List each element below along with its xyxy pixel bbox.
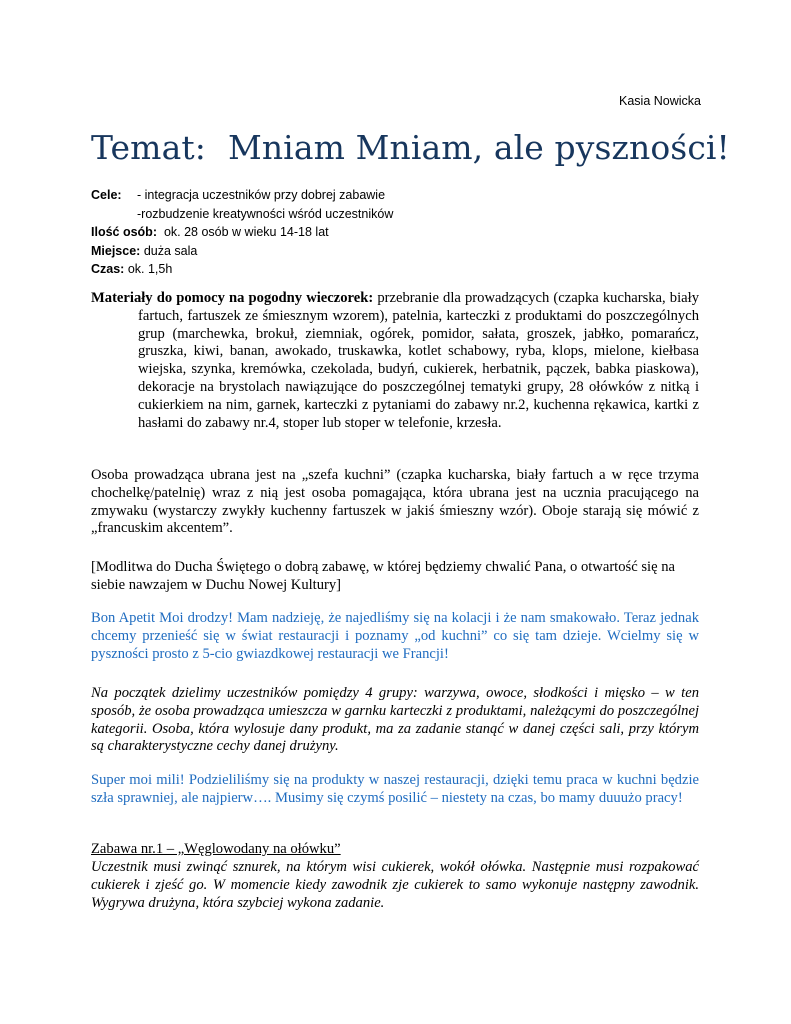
time-label: Czas: (91, 262, 125, 277)
time-value: ok. 1,5h (127, 262, 173, 277)
game-1-description: Uczestnik musi zwinąć sznurek, na którym wisi cukierek, wokół ołówka. Następnie musi rozpakować cukierek i zjeść go. W momencie kiedy zawodnik zje cukierek to samo wykonuje następny zawodnik. Wygrywa drużyna, która szybciej wykona zadanie. (91, 859, 699, 911)
materials-heading: Materiały do pomocy na pogodny wieczorek: (91, 290, 374, 306)
host-speech-2: Super moi mili! Podzieliliśmy się na produkty w naszej restauracji, dzięki temu praca w kuchni będzie szła sprawniej, ale najpierw…. Musimy się czymś posilić – niestety na czas, bo mamy duuużo pracy! (91, 772, 699, 806)
count-label: Ilość osób: (91, 225, 157, 240)
author-name: Kasia Nowicka (619, 94, 701, 108)
place-row (91, 242, 711, 261)
goals-row (91, 186, 711, 205)
goal-item: -rozbudzenie kreatywności wśród uczestników (137, 206, 394, 221)
host-speech-1: Bon Apetit Moi drodzy! Mam nadzieję, że najedliśmy się na kolacji i że nam smakowało. Teraz jednak chcemy przenieść się w świat restauracji i poznamy „od kuchni” co się tam dzieje. Wcielmy się w pyszności prosto z 5-cio gwiazdkowej restauracji we Francji! (91, 610, 699, 662)
count-value: ok. 28 osób w wieku 14-18 lat (163, 225, 329, 240)
materials-section (91, 290, 699, 432)
prayer-paragraph: [Modlitwa do Ducha Świętego o dobrą zabawę, w której będziemy chwalić Pana, o otwartość się na siebie nawzajem w Duchu Nowej Kultury] (91, 559, 675, 593)
goal-item: - integracja uczestników przy dobrej zabawie (137, 188, 386, 202)
instructions-paragraph: Na początek dzielimy uczestników pomiędzy 4 grupy: warzywa, owoce, słodkości i mięsko – w ten sposób, że osoba prowadząca umieszcza w garnku karteczki z produktami, należącymi do poszczególnej kategorii. Osoba, która wylosuje dany produkt, ma za zadanie stanąć w danej części sali, przy którym są charakterystyczne cechy danej drużyny. (91, 685, 699, 755)
materials-text: przebranie dla prowadzących (czapka kucharska, biały fartuch, fartuszek ze śmiesznym wzorem), patelnia, karteczki z produktami do poszczególnych grup (marchewka, brokuł, ziemniak, ogórek, pomidor, sałata, groszek, jabłko, pomarańcz, gruszka, kiwi, banan, awokado, truskawka, kotlet schabowy, ryba, klops, mielone, kiełbasa wiejska, szynka, kremówka, czekolada, budyń, cukierek, herbatnik, pączek, babka piaskowa), dekoracje na brystolach nawiązujące do poszczególnej tematyki grupy, 28 ołówków z nitką i cukierkiem na nim, garnek, karteczki z pytaniami do zabawy nr.2, kuchenna rękawica, kartki z hasłami do zabawy nr.4, stoper lub stoper w telefonie, krzesła. (138, 290, 699, 431)
title-label: Temat: (91, 128, 206, 167)
place-label: Miejsce: (91, 243, 141, 258)
goals-label: Cele: (91, 188, 122, 202)
page-title (91, 128, 730, 167)
game-1-title: Zabawa nr.1 – „Węglowodany na ołówku” (91, 841, 341, 857)
count-row (91, 223, 711, 242)
place-value: duża sala (143, 243, 198, 258)
title-text: Mniam Mniam, ale pyszności! (227, 128, 730, 167)
time-row (91, 260, 711, 279)
meta-section (91, 186, 711, 279)
host-paragraph: Osoba prowadząca ubrana jest na „szefa kuchni” (czapka kucharska, biały fartuch a w ręce trzyma chochelkę/patelnię) wraz z nią jest osoba pomagająca, która ubrana jest na ucznia pracującego na zmywaku (wystarczy zwykły kuchenny fartuszek w jakiś śmieszny wzór). Oboje starają się mówić z „francuskim akcentem”. (91, 467, 699, 537)
